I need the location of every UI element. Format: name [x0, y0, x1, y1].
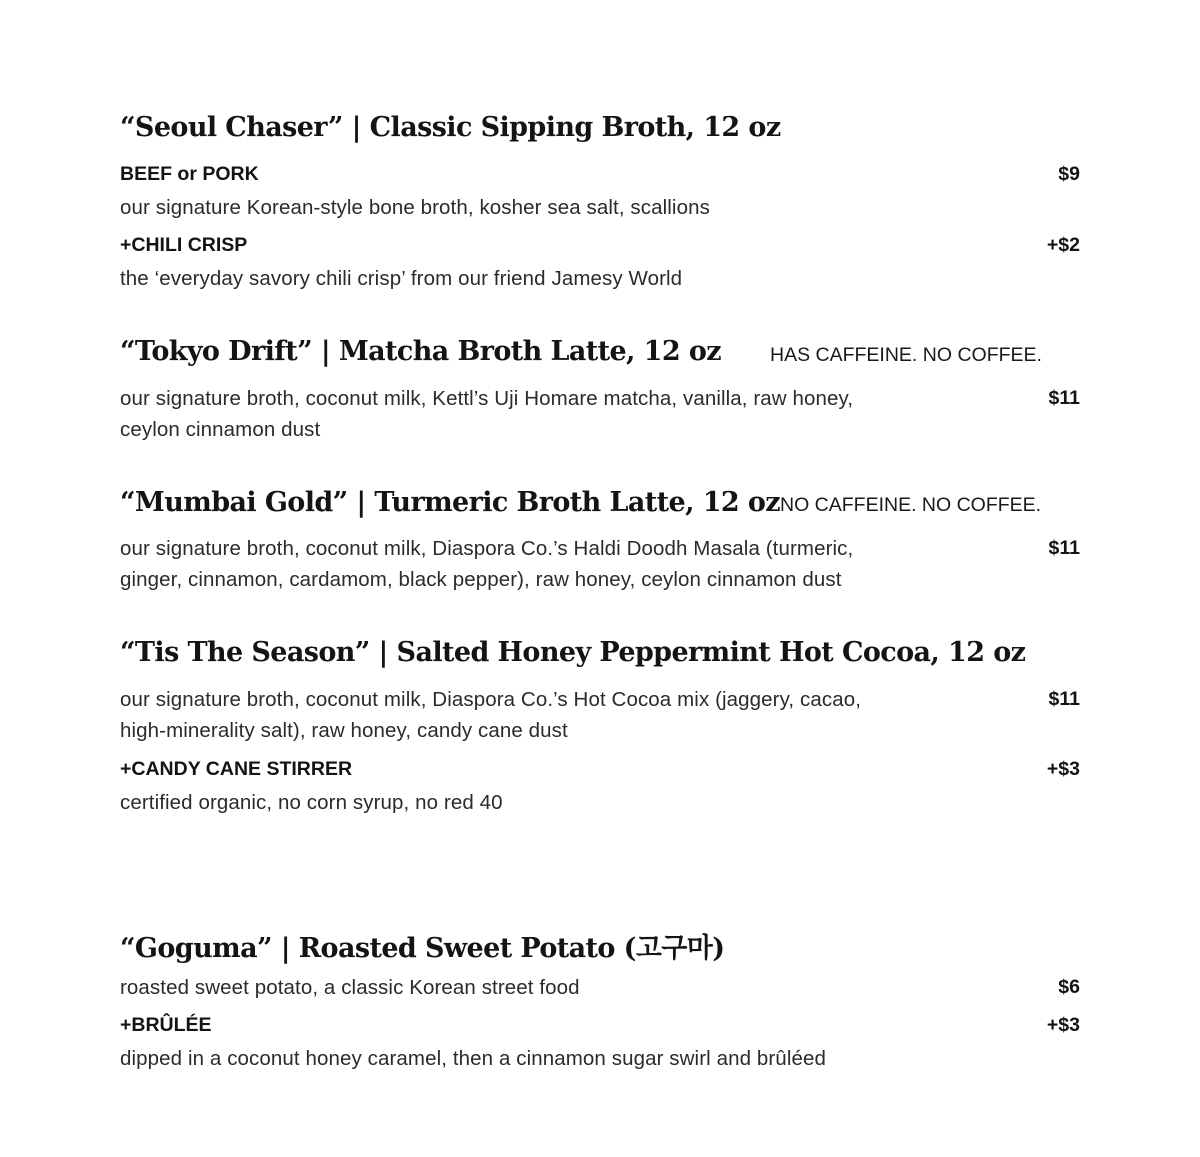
addon-description: dipped in a coconut honey caramel, then a cinnamon sugar swirl and brûléed — [120, 1047, 826, 1070]
addon-price: +$3 — [1046, 1014, 1080, 1036]
item-description-line-2: ceylon cinnamon dust — [120, 418, 321, 441]
item-description: roasted sweet potato, a classic Korean street food — [120, 976, 580, 999]
item-title: “Tis The Season” | Salted Honey Peppermint Hot Cocoa, 12 oz — [120, 637, 1026, 668]
item-description-line-2: high-minerality salt), raw honey, candy cane dust — [120, 719, 568, 742]
item-description-line-2: ginger, cinnamon, cardamom, black pepper), raw honey, ceylon cinnamon dust — [120, 568, 842, 591]
item-description-line-1: our signature broth, coconut milk, Kettl’s Uji Homare matcha, vanilla, raw honey, — [120, 387, 854, 410]
item-description-line-1: our signature broth, coconut milk, Diaspora Co.’s Hot Cocoa mix (jaggery, cacao, — [120, 688, 862, 711]
option-label: BEEF or PORK — [120, 163, 259, 185]
item-price: $11 — [1048, 688, 1080, 710]
item-title: “Mumbai Gold” | Turmeric Broth Latte, 12 oz — [120, 487, 781, 518]
option-price: $9 — [1058, 163, 1080, 185]
addon-description: certified organic, no corn syrup, no red 40 — [120, 791, 503, 814]
addon-label: +CANDY CANE STIRRER — [120, 758, 353, 780]
item-price: $11 — [1048, 537, 1080, 559]
item-title: “Goguma” | Roasted Sweet Potato (고구마) — [120, 933, 725, 964]
addon-label: +CHILI CRISP — [120, 234, 248, 256]
item-description-line-1: our signature broth, coconut milk, Diaspora Co.’s Haldi Doodh Masala (turmeric, — [120, 537, 854, 560]
item-description: our signature Korean-style bone broth, kosher sea salt, scallions — [120, 196, 710, 219]
item-title: “Seoul Chaser” | Classic Sipping Broth, 12 oz — [120, 112, 781, 143]
item-price: $6 — [1058, 976, 1080, 998]
addon-label: +BRÛLÉE — [120, 1014, 212, 1036]
addon-price: +$2 — [1046, 234, 1080, 256]
addon-price: +$3 — [1046, 758, 1080, 780]
caffeine-tag: NO CAFFEINE. NO COFFEE. — [780, 494, 1042, 516]
caffeine-tag: HAS CAFFEINE. NO COFFEE. — [770, 344, 1042, 366]
addon-description: the ‘everyday savory chili crisp’ from our friend Jamesy World — [120, 267, 683, 290]
item-price: $11 — [1048, 387, 1080, 409]
item-title: “Tokyo Drift” | Matcha Broth Latte, 12 oz — [120, 336, 721, 367]
